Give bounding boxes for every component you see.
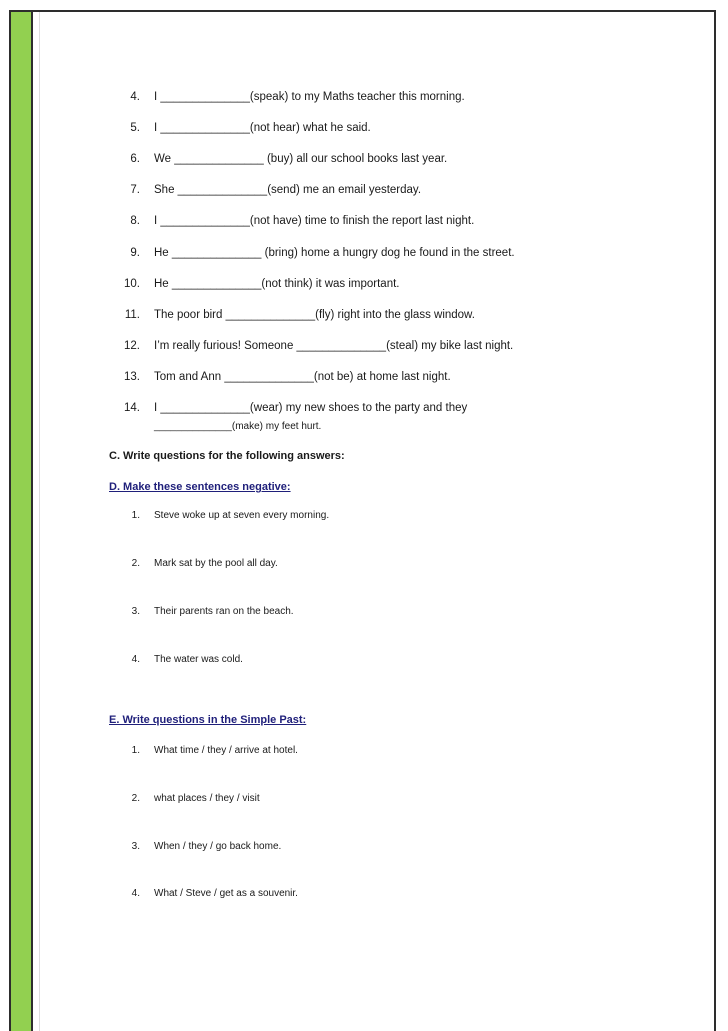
section-d-heading: D. Make these sentences negative: <box>109 481 291 493</box>
item-text: Steve woke up at seven every morning. <box>154 510 330 521</box>
item-text: What time / they / arrive at hotel. <box>154 745 298 756</box>
item-text: I ______________(not hear) what he said. <box>154 122 371 134</box>
section-e-heading: E. Write questions in the Simple Past: <box>109 714 307 726</box>
item-number: 2. <box>131 558 140 569</box>
item-text: He ______________(not think) it was important. <box>154 278 400 290</box>
item-number: 1. <box>131 510 140 521</box>
item-number: 1. <box>131 745 140 756</box>
item-number: 8. <box>130 215 140 227</box>
item-number: 6. <box>130 153 140 165</box>
item-number: 5. <box>130 122 140 134</box>
item-text: I ______________(speak) to my Maths teacher this morning. <box>154 91 465 103</box>
section-c-heading: C. Write questions for the following answers: <box>109 450 345 462</box>
item-number: 7. <box>130 184 140 196</box>
item-text: What / Steve / get as a souvenir. <box>154 888 298 899</box>
item-text: I ______________(not have) time to finish the report last night. <box>154 215 475 227</box>
item-text: Their parents ran on the beach. <box>154 606 294 617</box>
item-number: 4. <box>130 91 140 103</box>
item-number: 12. <box>124 340 140 352</box>
item-text: She ______________(send) me an email yesterday. <box>154 184 422 196</box>
item-number: 14. <box>124 402 140 414</box>
item-text: He ______________ (bring) home a hungry dog he found in the street. <box>154 247 515 259</box>
item-text: The water was cold. <box>154 654 243 665</box>
item-text: I ______________(wear) my new shoes to the party and they <box>154 402 468 414</box>
item-number: 13. <box>124 371 140 383</box>
green-sidebar <box>11 12 33 1031</box>
item-number: 2. <box>131 793 140 804</box>
item-number: 3. <box>131 841 140 852</box>
continuation-text: ______________(make) my feet hurt. <box>154 421 322 432</box>
item-text: When / they / go back home. <box>154 841 282 852</box>
item-number: 9. <box>130 247 140 259</box>
item-text: Tom and Ann ______________(not be) at home last night. <box>154 371 451 383</box>
margin-line <box>39 12 40 1031</box>
item-text: what places / they / visit <box>154 793 260 804</box>
item-text: Mark sat by the pool all day. <box>154 558 278 569</box>
item-number: 11. <box>124 309 140 321</box>
item-number: 4. <box>131 654 140 665</box>
item-number: 10. <box>124 278 140 290</box>
item-text: The poor bird ______________(fly) right into the glass window. <box>154 309 475 321</box>
item-text: We ______________ (buy) all our school books last year. <box>154 153 448 165</box>
item-text: I’m really furious! Someone ______________(steal) my bike last night. <box>154 340 514 352</box>
item-number: 3. <box>131 606 140 617</box>
item-number: 4. <box>131 888 140 899</box>
